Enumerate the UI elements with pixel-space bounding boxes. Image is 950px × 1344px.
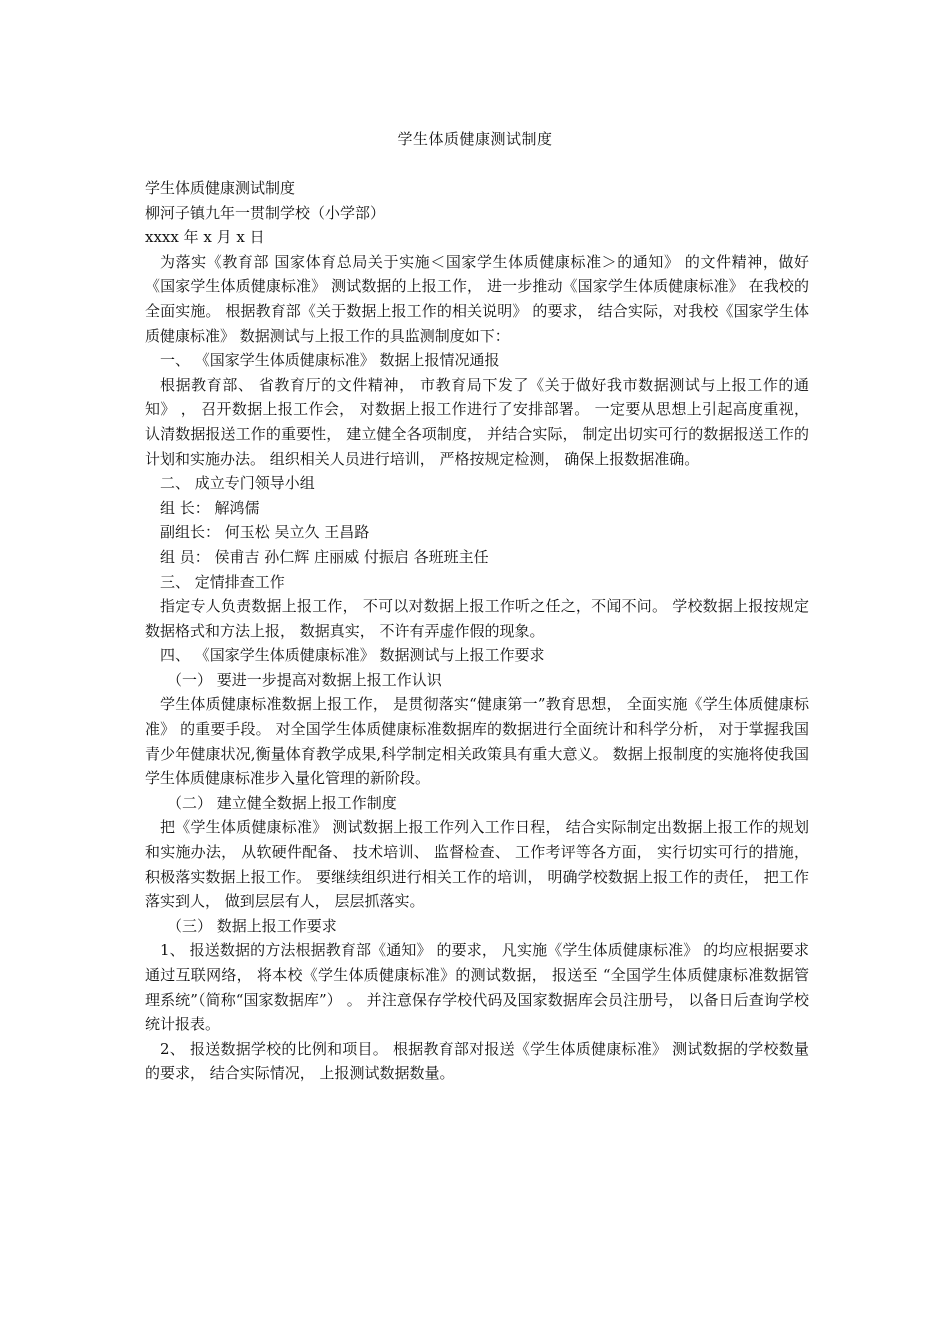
paragraph: 学生体质健康标准数据上报工作， 是贯彻落实“健康第一”教育思想， 全面实施《学生体质健康标准》 的重要手段。 对全国学生体质健康标准数据库的数据进行全面统计和科学分析， 对于掌握我国青少年健康状况,衡量体育教学成果,科学制定相关政策具有重大意义。 数据上报制度的实施将使我国学生体质健康标准步入量化管理的新阶段。	[145, 695, 809, 788]
paragraph: 学生体质健康测试制度	[145, 179, 296, 197]
paragraph: （二） 建立健全数据上报工作制度	[167, 793, 397, 812]
paragraph: 副组长： 何玉松 吴立久 王昌路	[160, 523, 370, 542]
paragraph: 柳河子镇九年一贯制学校（小学部）	[145, 203, 386, 222]
paragraph: 一、 《国家学生体质健康标准》 数据上报情况通报	[160, 351, 500, 370]
paragraph: 二、 成立专门领导小组	[160, 474, 315, 493]
paragraph: （三） 数据上报工作要求	[167, 916, 337, 935]
paragraph: 根据教育部、 省教育厅的文件精神， 市教育局下发了《关于做好我市数据测试与上报工作的通知》 ， 召开数据上报工作会， 对数据上报工作进行了安排部署。 一定要从思想上引起高度重视， 认清数据报送工作的重要性， 建立健全各项制度， 并结合实际， 制定出切实可行的数据报送工作的计划和实施办法。 组织相关人员进行培训， 严格按规定检测， 确保上报数据准确。	[145, 375, 809, 468]
paragraph: 三、 定情排查工作	[160, 572, 285, 591]
paragraph: （一） 要进一步提高对数据上报工作认识	[167, 670, 442, 689]
paragraph: 指定专人负责数据上报工作， 不可以对数据上报工作听之任之，不闻不问。 学校数据上报按规定数据格式和方法上报， 数据真实， 不许有弄虚作假的现象。	[145, 597, 809, 640]
paragraph: 组 长： 解鸿儒	[160, 498, 260, 517]
paragraph: 组 员： 侯甫吉 孙仁辉 庄丽威 付振启 各班班主任	[160, 547, 489, 566]
paragraph: 1、 报送数据的方法根据教育部《通知》 的要求， 凡实施《学生体质健康标准》 的均应根据要求通过互联网络， 将本校《学生体质健康标准》的测试数据， 报送至 “全国学生体质健康标准数据管理系统”（简称“国家数据库”） 。 并注意保存学校代码及国家数据库会员注册号， 以备日后查询学校统计报表。	[145, 941, 809, 1034]
document-body	[145, 176, 809, 1086]
page-title: 学生体质健康测试制度	[397, 130, 553, 148]
paragraph: 四、 《国家学生体质健康标准》 数据测试与上报工作要求	[160, 646, 545, 665]
paragraph: xxxx 年 x 月 x 日	[145, 228, 265, 247]
paragraph: 把《学生体质健康标准》 测试数据上报工作列入工作日程， 结合实际制定出数据上报工作的规划和实施办法， 从软硬件配备、 技术培训、 监督检查、 工作考评等各方面， 实行切实可行的措施， 积极落实数据上报工作。 要继续组织进行相关工作的培训， 明确学校数据上报工作的责任， 把工作落实到人， 做到层层有人， 层层抓落实。	[145, 818, 809, 911]
paragraph: 2、 报送数据学校的比例和项目。 根据教育部对报送《学生体质健康标准》 测试数据的学校数量的要求， 结合实际情况， 上报测试数据数量。	[145, 1039, 809, 1083]
paragraph: 为落实《教育部 国家体育总局关于实施＜国家学生体质健康标准＞的通知》 的文件精神，做好《国家学生体质健康标准》 测试数据的上报工作， 进一步推动《国家学生体质健康标准》 在我校的全面实施。 根据教育部《关于数据上报工作的相关说明》 的要求， 结合实际，对我校《国家学生体质健康标准》 数据测试与上报工作的具监测制度如下：	[145, 252, 809, 345]
